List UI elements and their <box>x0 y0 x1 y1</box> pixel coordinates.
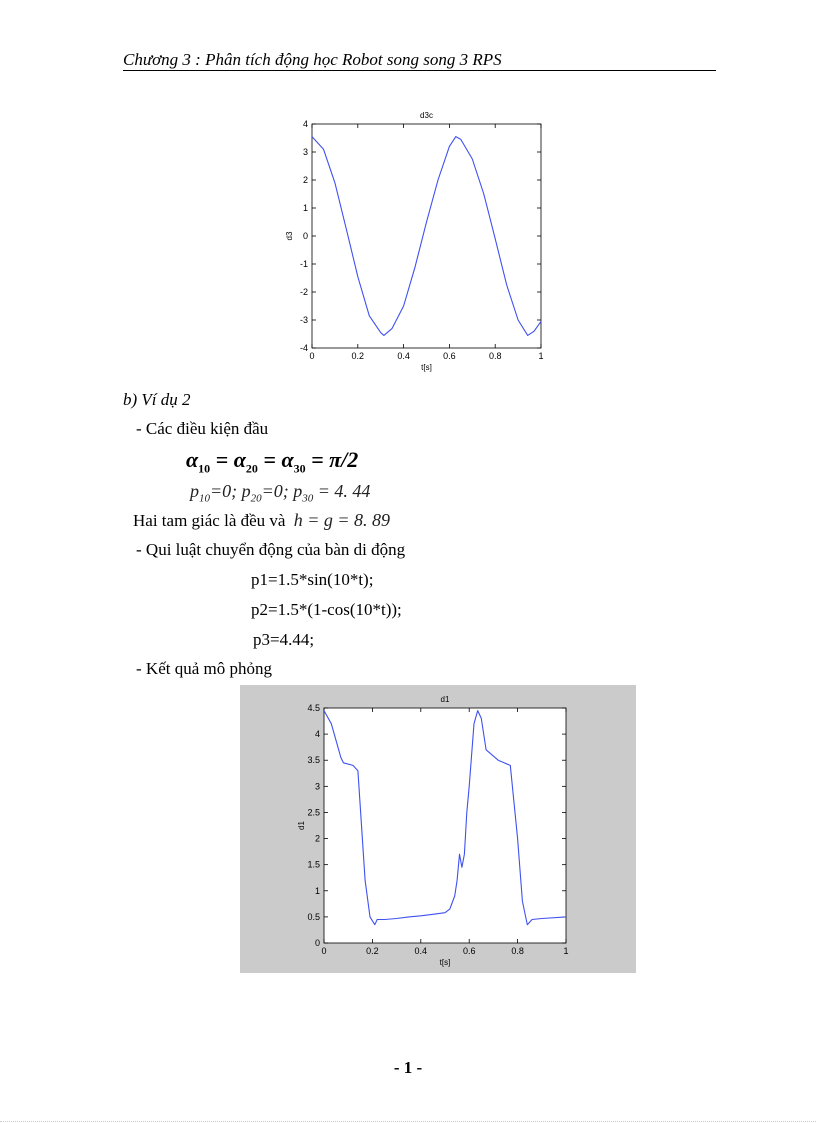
page-number: - 1 - <box>393 1058 423 1077</box>
x-tick-label: 0.8 <box>511 946 524 956</box>
y-tick-label: -1 <box>299 259 308 269</box>
x-tick-label: 1 <box>563 946 569 956</box>
page-bottom-border <box>0 1121 816 1122</box>
y-tick-label: 1 <box>302 203 308 213</box>
y-axis-label: d3 <box>285 231 294 241</box>
y-tick-label: 1.5 <box>307 859 320 870</box>
plot-box <box>312 124 541 348</box>
chart-d1 <box>240 685 636 973</box>
triangle-label: Hai tam giác là đều và <box>133 511 286 530</box>
alpha-equation: $\alpha_{10} = \alpha_{20} = \alpha_{30} = \pi/2$ <box>186 447 359 476</box>
motion-label: - Qui luật chuyển động của bàn di động <box>136 540 406 559</box>
y-tick-label: -3 <box>299 315 308 325</box>
y-tick-label: 3 <box>314 781 320 792</box>
y-tick-label: -4 <box>299 343 308 353</box>
page-header: Chương 3 : Phân tích động học Robot song song 3 RPS <box>123 50 716 71</box>
motion-line-2: p2=1.5*(1-cos(10*t)); <box>251 600 402 619</box>
x-tick-label: 0.6 <box>443 351 456 361</box>
x-tick-label: 0.2 <box>351 351 365 361</box>
motion-line-3: p3=4.44; <box>253 630 315 649</box>
plot-box <box>324 708 566 943</box>
result-label: - Kết quả mô phỏng <box>136 659 272 678</box>
y-tick-label: 0 <box>314 938 320 948</box>
y-tick-label: 3 <box>302 147 308 157</box>
x-tick-label: 0.8 <box>488 351 502 361</box>
y-tick-label: -2 <box>299 287 308 297</box>
x-tick-label: 0.4 <box>414 946 428 956</box>
y-tick-label: 2 <box>302 175 308 185</box>
x-tick-label: 1 <box>538 351 544 361</box>
x-tick-label: 0.6 <box>462 946 476 956</box>
y-tick-label: 4 <box>314 729 320 740</box>
y-tick-label: 2 <box>314 833 320 844</box>
y-tick-label: 3.5 <box>307 755 320 766</box>
y-tick-label: 0.5 <box>307 911 320 922</box>
x-axis-label: t[s] <box>439 958 451 967</box>
x-tick-label: 0 <box>309 351 315 361</box>
chart-title: d1 <box>440 695 450 704</box>
y-tick-label: 4.5 <box>307 703 320 713</box>
y-axis-label: d1 <box>297 821 306 830</box>
chart-d3c <box>278 110 558 378</box>
chart-title: d3c <box>420 111 433 120</box>
triangle-text <box>133 510 390 531</box>
x-tick-label: 0 <box>321 946 327 956</box>
section-heading: b) Ví dụ 2 <box>123 390 191 409</box>
x-axis-label: t[s] <box>421 363 432 372</box>
conditions-label: - Các điều kiện đầu <box>136 419 269 438</box>
y-tick-label: 2.5 <box>307 807 320 818</box>
chart1-plot-area <box>285 111 544 372</box>
hg-equation: h = g = 8. 89 <box>293 510 391 530</box>
p-equation: $p_{10}=0$; $p_{20}=0$; $p_{30} = 4$. 44 <box>190 481 371 505</box>
y-tick-label: 0 <box>302 231 308 241</box>
x-tick-label: 0.2 <box>366 946 379 956</box>
y-tick-label: 4 <box>302 119 308 129</box>
y-tick-label: 1 <box>314 885 320 896</box>
x-tick-label: 0.4 <box>397 351 410 361</box>
chart2-plot-area <box>297 695 569 967</box>
motion-line-1: p1=1.5*sin(10*t); <box>251 570 374 589</box>
